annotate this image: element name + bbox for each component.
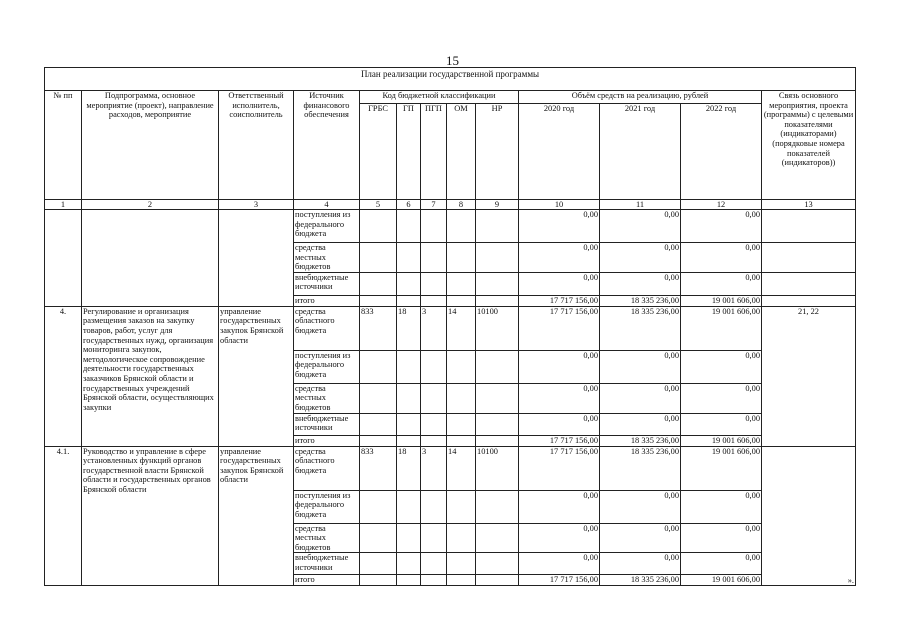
grbs-cell: 833 xyxy=(360,306,397,350)
source-cell: итого xyxy=(294,575,360,586)
col-number: 3 xyxy=(219,200,294,210)
grbs-cell xyxy=(360,210,397,243)
amount-2020: 0,00 xyxy=(519,383,600,413)
header-pgp: ПГП xyxy=(421,104,447,200)
amount-2020: 17 717 156,00 xyxy=(519,575,600,586)
header-2022: 2022 год xyxy=(681,104,762,200)
om-cell xyxy=(447,210,476,243)
col-number: 7 xyxy=(421,200,447,210)
amount-2020: 0,00 xyxy=(519,413,600,435)
om-cell: 14 xyxy=(447,306,476,350)
name-cell: Регулирование и организация размещения заказов на закупку товаров, работ, услуг для государственных нужд, организация мониторинга закупок, методологическое сопровождение деятельности государственных заказчиков Брянской области и государственных учреждений Брянской области, осуществляющих закупки xyxy=(82,306,219,446)
amount-2022: 0,00 xyxy=(681,523,762,553)
amount-2020: 0,00 xyxy=(519,490,600,523)
no-cell xyxy=(45,210,82,307)
source-cell: внебюджетные источники xyxy=(294,272,360,295)
page-number: 15 xyxy=(446,53,459,68)
col-number: 5 xyxy=(360,200,397,210)
amount-2020: 0,00 xyxy=(519,350,600,383)
header-om: ОМ xyxy=(447,104,476,200)
source-cell: поступления из федерального бюджета xyxy=(294,350,360,383)
grbs-cell: 833 xyxy=(360,446,397,490)
amount-2021: 18 335 236,00 xyxy=(600,446,681,490)
header-np: НР xyxy=(476,104,519,200)
header-subprogram: Подпрограмма, основное мероприятие (проект), направление расходов, мероприятие xyxy=(82,91,219,200)
amount-2022: 0,00 xyxy=(681,490,762,523)
amount-2020: 0,00 xyxy=(519,210,600,243)
amount-2020: 17 717 156,00 xyxy=(519,435,600,446)
table-title: План реализации государственной программы xyxy=(45,68,856,91)
header-2021: 2021 год xyxy=(600,104,681,200)
amount-2022: 19 001 606,00 xyxy=(681,306,762,350)
amount-2021: 0,00 xyxy=(600,413,681,435)
amount-2021: 0,00 xyxy=(600,383,681,413)
source-cell: средства областного бюджета xyxy=(294,446,360,490)
amount-2021: 0,00 xyxy=(600,272,681,295)
col-number: 2 xyxy=(82,200,219,210)
amount-2021: 18 335 236,00 xyxy=(600,295,681,306)
program-plan-table xyxy=(44,67,856,586)
col-number: 8 xyxy=(447,200,476,210)
amount-2022: 19 001 606,00 xyxy=(681,575,762,586)
amount-2022: 0,00 xyxy=(681,350,762,383)
link-cell: ». xyxy=(762,446,856,586)
name-cell xyxy=(82,210,219,307)
amount-2022: 0,00 xyxy=(681,413,762,435)
link-cell xyxy=(762,210,856,243)
gp-cell: 18 xyxy=(397,306,421,350)
source-cell: поступления из федерального бюджета xyxy=(294,210,360,243)
col-number: 11 xyxy=(600,200,681,210)
header-funds: Объём средств на реализацию, рублей xyxy=(519,91,762,104)
header-budget-code: Код бюджетной классификации xyxy=(360,91,519,104)
amount-2021: 0,00 xyxy=(600,210,681,243)
col-number: 9 xyxy=(476,200,519,210)
amount-2020: 0,00 xyxy=(519,272,600,295)
amount-2022: 0,00 xyxy=(681,210,762,243)
col-number: 10 xyxy=(519,200,600,210)
amount-2022: 0,00 xyxy=(681,383,762,413)
header-source: Источник финансового обеспечения xyxy=(294,91,360,200)
header-gp: ГП xyxy=(397,104,421,200)
amount-2022: 0,00 xyxy=(681,243,762,273)
pgp-cell: 3 xyxy=(421,306,447,350)
pgp-cell xyxy=(421,210,447,243)
table-row xyxy=(45,210,856,243)
col-number: 4 xyxy=(294,200,360,210)
amount-2021: 0,00 xyxy=(600,490,681,523)
amount-2022: 0,00 xyxy=(681,553,762,575)
col-number: 12 xyxy=(681,200,762,210)
source-cell: внебюджетные источники xyxy=(294,413,360,435)
np-cell xyxy=(476,210,519,243)
np-cell: 10100 xyxy=(476,446,519,490)
amount-2021: 0,00 xyxy=(600,553,681,575)
name-cell: Руководство и управление в сфере установленных функций органов государственной власти Брянской области и государственных органов Брянской области xyxy=(82,446,219,586)
gp-cell xyxy=(397,210,421,243)
amount-2021: 0,00 xyxy=(600,350,681,383)
amount-2021: 0,00 xyxy=(600,243,681,273)
col-number: 13 xyxy=(762,200,856,210)
source-cell: средства местных бюджетов xyxy=(294,383,360,413)
gp-cell: 18 xyxy=(397,446,421,490)
source-cell: внебюджетные источники xyxy=(294,553,360,575)
executor-cell: управление государственных закупок Брянской области xyxy=(219,446,294,586)
amount-2022: 19 001 606,00 xyxy=(681,435,762,446)
amount-2020: 0,00 xyxy=(519,243,600,273)
amount-2021: 18 335 236,00 xyxy=(600,306,681,350)
source-cell: средства областного бюджета xyxy=(294,306,360,350)
source-cell: поступления из федерального бюджета xyxy=(294,490,360,523)
amount-2021: 0,00 xyxy=(600,523,681,553)
col-number: 6 xyxy=(397,200,421,210)
pgp-cell: 3 xyxy=(421,446,447,490)
source-cell: итого xyxy=(294,435,360,446)
header-2020: 2020 год xyxy=(519,104,600,200)
source-cell: итого xyxy=(294,295,360,306)
executor-cell: управление государственных закупок Брянской области xyxy=(219,306,294,446)
header-link: Связь основного мероприятия, проекта (программы) с целевыми показателями (индикаторами) (порядковые номера показателей (индикаторов)) xyxy=(762,91,856,200)
header-executor: Ответственный исполнитель, соисполнитель xyxy=(219,91,294,200)
amount-2020: 0,00 xyxy=(519,553,600,575)
link-cell: 21, 22 xyxy=(762,306,856,446)
amount-2020: 17 717 156,00 xyxy=(519,306,600,350)
executor-cell xyxy=(219,210,294,307)
om-cell: 14 xyxy=(447,446,476,490)
amount-2021: 18 335 236,00 xyxy=(600,575,681,586)
header-grbs: ГРБС xyxy=(360,104,397,200)
np-cell: 10100 xyxy=(476,306,519,350)
source-cell: средства местных бюджетов xyxy=(294,523,360,553)
table-row xyxy=(45,446,856,490)
no-cell: 4.1. xyxy=(45,446,82,586)
source-cell: средства местных бюджетов xyxy=(294,243,360,273)
amount-2020: 17 717 156,00 xyxy=(519,295,600,306)
amount-2022: 0,00 xyxy=(681,272,762,295)
no-cell: 4. xyxy=(45,306,82,446)
amount-2022: 19 001 606,00 xyxy=(681,446,762,490)
amount-2020: 17 717 156,00 xyxy=(519,446,600,490)
amount-2020: 0,00 xyxy=(519,523,600,553)
header-no: № пп xyxy=(45,91,82,200)
table-row xyxy=(45,306,856,350)
amount-2022: 19 001 606,00 xyxy=(681,295,762,306)
amount-2021: 18 335 236,00 xyxy=(600,435,681,446)
col-number: 1 xyxy=(45,200,82,210)
